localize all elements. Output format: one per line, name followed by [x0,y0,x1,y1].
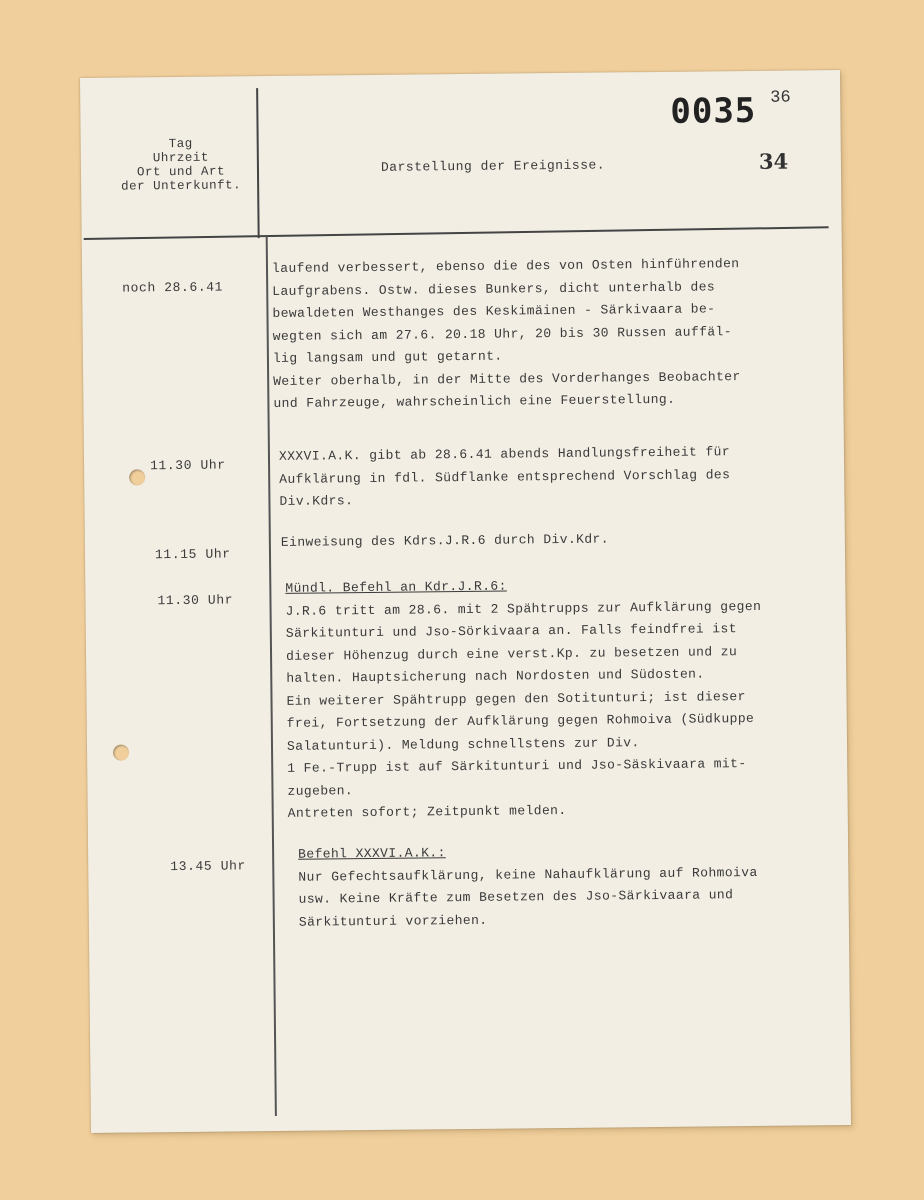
entry-line: Einweisung des Kdrs.J.R.6 durch Div.Kdr. [280,531,609,550]
entry-heading: Befehl XXXVI.A.K.: [298,845,446,862]
entry-line: bewaldeten Westhanges des Keskimäinen - Särkivaara be- [272,301,716,321]
entry-text [281,526,816,554]
entry-line: Salatunturi). Meldung schnellstens zur Div. [286,734,640,754]
entry-time: 11.30 Uhr [157,592,234,609]
entry-line: lig langsam und gut getarnt. [272,348,503,366]
entry-time: 11.15 Uhr [154,546,231,563]
entry-text [272,252,809,415]
header-title: Darstellung der Ereignisse. [380,157,606,175]
entry-heading: Mündl. Befehl an Kdr.J.R.6: [285,578,507,596]
entry-line: Särkitunturi vorziehen. [298,912,488,930]
header-left-column [101,136,262,194]
header-left-line: der Unterkunft. [121,178,242,194]
entry-text [298,838,834,934]
entry-line: 1 Fe.-Trupp ist auf Särkitunturi und Jso-Säskivaara mit- [287,756,747,776]
entry-line: Div.Kdrs. [279,493,354,509]
entry-line: Weiter oberhalb, in der Mitte des Vorderhanges Beobachter [273,368,741,389]
entry-time: 13.45 Uhr [170,858,246,875]
entry-line: wegten sich am 27.6. 20.18 Uhr, 20 bis 30 Russen auffäl- [272,323,733,344]
entry-line: halten. Hauptsicherung nach Nordosten und Südosten. [286,666,705,686]
entry-line: laufend verbessert, ebenso die des von Osten hinführenden [271,256,740,276]
entry-line: Antreten sofort; Zeitpunkt melden. [287,802,567,821]
entry-line: frei, Fortsetzung der Aufklärung gegen Rohmoiva (Südkuppe [286,710,755,731]
header-left-line: Tag [168,136,193,152]
entry-line: Laufgrabens. Ostw. dieses Bunkers, dicht unterhalb des [272,278,716,299]
header-left-line: Ort und Art [136,164,226,180]
archive-stamp-number: 0035 [670,90,757,132]
entry-line: Ein weiterer Spähtrupp gegen den Sotitunturi; ist dieser [286,688,746,709]
entry-line: J.R.6 tritt am 28.6. mit 2 Spähtrupps zur Aufklärung gegen [285,598,762,619]
entry-line: Nur Gefechtsaufklärung, keine Nahaufklärung auf Rohmoiva [298,864,758,885]
archive-stamp-superscript: 36 [770,88,791,108]
header-left-line: Uhrzeit [152,150,209,166]
punch-hole [113,745,129,761]
entry-line: dieser Höhenzug durch eine verst.Kp. zu besetzen und zu [285,643,738,664]
document-page [80,70,851,1133]
entry-line: Särkitunturi und Jso-Sörkivaara an. Falls feindfrei ist [285,621,737,641]
entry-time: noch 28.6.41 [122,279,224,296]
entry-line: usw. Keine Kräfte zum Besetzen des Jso-Särkivaara und [298,887,734,907]
entry-line: Aufklärung in fdl. Südflanke entsprechend Vorschlag des [279,466,731,487]
entry-line: XXXVI.A.K. gibt ab 28.6.41 abends Handlungsfreiheit für [278,444,731,464]
punch-hole [129,469,145,485]
entry-time: 11.30 Uhr [149,457,226,474]
entry-text [285,572,823,825]
entry-text [279,440,815,513]
header-rule [84,226,829,239]
page-number: 34 [758,148,789,174]
entry-line: zugeben. [287,782,354,799]
entry-line: und Fahrzeuge, wahrscheinlich eine Feuerstellung. [273,391,676,411]
